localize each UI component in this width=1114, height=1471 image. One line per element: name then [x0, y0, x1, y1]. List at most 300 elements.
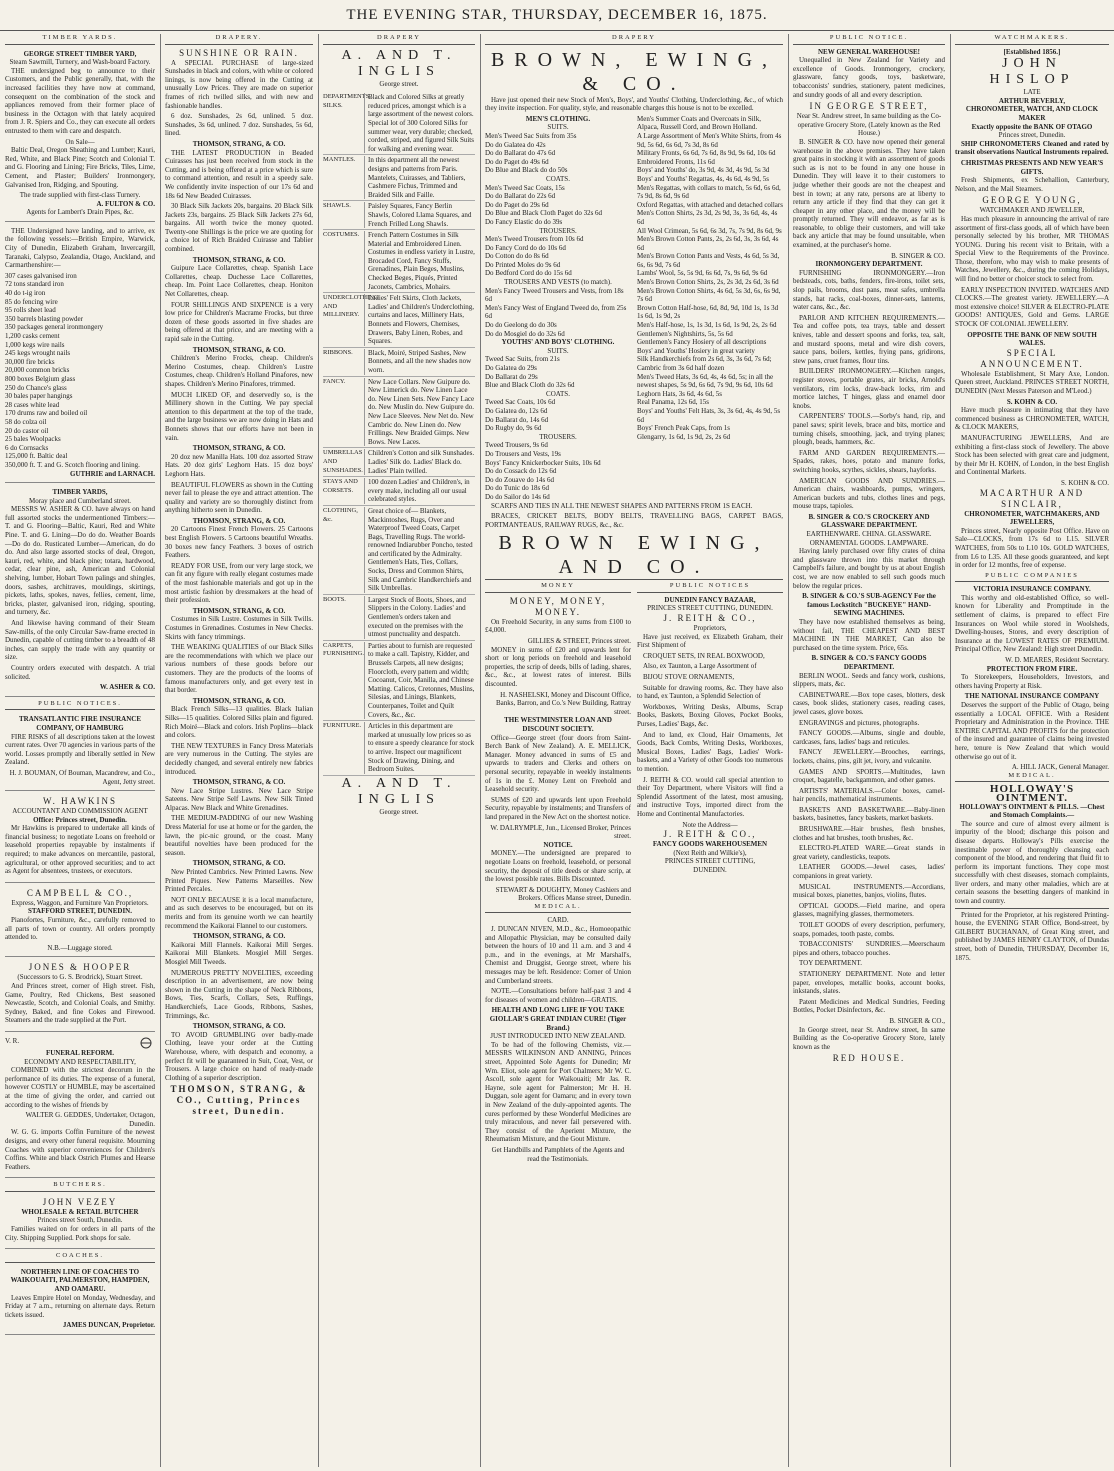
hislop-title: JOHN HISLOP	[989, 56, 1075, 88]
ad-signature: THOMSON, STRANG, & CO.	[192, 1022, 286, 1031]
paragraph: NOT ONLY BECAUSE it is a local manufacture, and as such deserves to be encouraged, but on its merits and from its genuine worth we can heartily recommend the Kaikorai Flannel to our customers.	[165, 895, 313, 930]
list-item: 170 drums raw and boiled oil	[5, 409, 88, 418]
ad-signature: THOMSON, STRANG, & CO.	[192, 778, 286, 787]
fancy-goods-item: Patent Medicines and Medical Sundries, Feeding Bottles, Pocket Disinfectors, &c.	[793, 997, 945, 1015]
list-item: Do Printed Moles do 9s 6d	[485, 260, 561, 269]
list-item: Do do Paget do 29s 6d	[485, 200, 549, 209]
list-item: Men's Tweed Trousers from 10s 6d	[485, 235, 584, 244]
department-text: Black, Moiré, Striped Sashes, New Bonnets, and all the new shades now worn.	[364, 349, 475, 375]
column-rule	[318, 34, 319, 1467]
ad-address: (Next Reith and Wilkie's),	[673, 848, 747, 857]
ad-body: And Princes street, corner of High street. Fish, Game, Poultry, Red Chickens, Best seasoned Newcastle, Scotch, and Colonial Coals, and Smithy. Sydney, Baked, and fine Cokes and Firewood. Steamers and the trade supplied at the Port.	[5, 982, 155, 1025]
fancy-goods-item: LEATHER GOODS.—Jewel cases, ladies' companions in great variety.	[793, 863, 945, 881]
department-text: Parties about to furnish are requested to make a call. Tapistry, Kidder, and Brussels Carpets, all new designs; Floorcloth, every pattern and width; Cocoanut, Coir, Manilla, and Chinese Matting. Calicos, Cretonnes, Muslins, Silesias, and Linings, Blankets, Counterpanes, Toilet and Quilt Covers, &c., &c.	[364, 642, 475, 719]
paragraph: FOUR SHILLINGS AND SIXPENCE is a very low price for Children's Macrame Frocks, but three dozen of these goods assorted in five shades are being offered at that price, and are meeting with a rapid sale in the Cutting.	[165, 300, 313, 343]
ad-subtitle: ACCOUNTANT AND COMMISSION AGENT	[12, 807, 148, 816]
paragraph: THE WEAKING QUALITIES of our Black Silks are the recommendations with which we place our various numbers of these goods before our customers. They are the products of the looms of famous manufacturers only, and get every test in that border.	[165, 643, 313, 695]
ad-title: HEALTH AND LONG LIFE IF YOU TAKE GIOLLAR'S GREAT INDIAN CURE! (Tiger Brand.)	[489, 1006, 627, 1032]
list-item: Do Fancy Elastic do do 39s	[485, 217, 563, 226]
ad-body: Fresh Shipments, ex Schehallion, Canterbury, Nelson, and the Mail Steamers.	[955, 176, 1109, 193]
ad-body: J. DUNCAN NIVEN, M.D., &c., Homoeopathic and Allopathic Physician, may be consulted daily between the hours of 10 and 11 a.m. and 3 and 4 p.m., and in the evenings, at Mr Marshall's, Chemist and Druggist, George street, where his messages may be left. Residence: Corner of Union and Cumberland streets.	[485, 925, 631, 985]
paragraph: New Printed Cambrics. New Printed Lawns. New Printed Piques. New Patterns Marseilles. New Printed Percales.	[165, 868, 313, 894]
section-header: DRAPERY.	[165, 34, 313, 45]
list-item: Boys' and Youths' Felt Hats, 3s, 3s 6d, 4s, 4s 9d, 5s 6d	[637, 406, 781, 424]
ad-signature: THOMSON, STRANG, & CO., Cutting, Princes street, Dunedin.	[170, 1084, 308, 1117]
fancy-goods-item: GAMES AND SPORTS.—Multitudes, lawn croquet, bagatelle, backgammon, and other games.	[793, 767, 945, 785]
department-label: UNDERCLOTHING AND MILLINERY.	[323, 294, 379, 319]
ad-address: OPPOSITE THE BANK OF NEW SOUTH WALES.	[967, 330, 1097, 348]
section-header: PUBLIC COMPANIES	[955, 572, 1109, 583]
list-item: Real Panama, 12s 6d, 15s	[637, 398, 709, 407]
list-item: Do Rugby do, 9s 6d	[485, 424, 542, 433]
column-brown-ewing	[482, 34, 786, 1467]
list-item: Boys' and Youths' Hosiery in great variety	[637, 346, 755, 355]
ad-title: JOHN VEZEY	[42, 1196, 118, 1207]
list-item: Do do Galatea do 42s	[485, 140, 546, 149]
column-rule	[950, 34, 951, 1467]
fancy-goods-item: STATIONERY DEPARTMENT. Note and letter paper, envelopes, metallic books, account books, inkstands, slates.	[793, 969, 945, 996]
department-label: FURNITURE.	[323, 722, 362, 730]
department-text: Children's Cotton and silk Sunshades. Ladies' Silk do. Ladies' Black do. Ladies' Plain twilled.	[364, 449, 475, 475]
ironmongery-item: AMERICAN GOODS AND SUNDRIES.—American chairs, washboards, pumps, wringers, American buckets and tubs, clothes lines and pegs, mouse traps, tapioles.	[793, 476, 945, 511]
list-item: 28 cases white lead	[5, 400, 60, 409]
ad-signature: STEWART & DOUGHTY, Money Cashiers and Brokers. Offices Manse street, Dunedin.	[495, 885, 631, 903]
ad-signature: GILLIES & STREET, Princes street.	[527, 637, 631, 646]
department-row	[323, 595, 475, 641]
ad-northern-coaches	[5, 1266, 155, 1335]
ad-address: STAFFORD STREET, DUNEDIN.	[28, 907, 132, 916]
ad-title: J. REITH & CO.,	[663, 829, 757, 840]
brown-ewing-intro: Have just opened their new Stock of Men's, Boys', and Youths' Clothing, Underclothing, &c., of which they invite inspection. For quality, style, and reasonable charges this house is not to be excelled.	[485, 95, 783, 113]
money-column	[485, 582, 631, 1163]
reith-item: Also, ex Taunton, a Large Assortment of	[643, 662, 757, 671]
fancy-goods-item: OPTICAL GOODS.—Field marine, and opera glasses, magnifying glasses, thermometers.	[793, 901, 945, 919]
ad-subtitle: CHRONOMETER, WATCHMAKERS, AND JEWELLERS,	[964, 509, 1100, 527]
list-item: 30 bales paper hangings	[5, 392, 73, 401]
ad-body: THE undersigned beg to announce to their Customers, and the Public generally, that, with the increased facilities they have now at command, consequent on the combination of the stock and appliances removed from their former place of business in the Octagon with that lately acquired from J. R. Spiers and Co., they can execute all orders entrusted to them with care and despatch.	[5, 66, 155, 135]
fancy-goods-item: ELECTRO-PLATED WARE.—Great stands in great variety, candlesticks, teapots.	[793, 844, 945, 861]
printer-imprint: Printed for the Proprietor, at his registered Printing-house, the EVENING STAR Office, Bond-street, by GILBERT BUCHANAN, of Great King street, and published by JAMES HENRY CLAYTON, of Dundas street, both of Dunedin, THURSDAY, December 16, 1875.	[955, 908, 1109, 963]
department-text: Great choice of— Blankets, Mackintoshes, Rugs, Over and Waterproof Tweed Coats, Carpet Bags, Travelling Rugs. The world-renowned Indiarubber Poncho, tested and certificated by the Admiralty. Gentlemen's Hats, Ties, Collars, Socks, Dress and Common Shirts, Silk and Cambric Handkerchiefs and Silk Umbrellas.	[364, 507, 475, 593]
reith-item: J. REITH & CO. would call special attention to their Toy Department, where Visitors will find a Splendid Assortment of the latest, most amusing, and instructive Toys, imported direct from the Home and Continental Manufactories.	[637, 775, 783, 818]
ad-signature: S. KOHN & CO.	[1006, 397, 1058, 406]
ad-title: THE NATIONAL INSURANCE COMPANY	[964, 692, 1100, 701]
list-item: Do Galatea do, 12s 6d	[485, 406, 548, 415]
ad-funeral-reform	[5, 1035, 155, 1178]
brown-ewing-title: BROWN, EWING, & CO.	[490, 48, 778, 95]
ad-title: SUNSHINE OR RAIN.	[179, 47, 299, 58]
list-item: Men's Tweed Sac Suits from 35s	[485, 131, 577, 140]
department-text: Paisley Squares, Fancy Berlin Shawls, Colored Llama Squares, and French Frilled Long Shawls.	[364, 202, 475, 228]
list-item: Gentlemen's Nightshirts, 5s, 5s 6d	[637, 329, 733, 338]
section-header: WATCHMAKERS.	[955, 34, 1109, 45]
ad-subtitle: WATCHMAKER AND JEWELLER,	[979, 206, 1085, 215]
ad-signature: S. KOHN & CO.	[1060, 478, 1109, 487]
ad-subtitle: Express, Waggon, and Furniture Van Proprietors.	[11, 898, 149, 907]
ad-signature: THOMSON, STRANG, & CO.	[192, 606, 286, 615]
department-label: COSTUMES.	[323, 231, 360, 239]
paragraph: TO AVOID GRUMBLING over badly-made Clothing, leave your order at the Cutting Warehouse, where, with despatch and economy, a perfect fit will be guaranteed in Suit, Coat, Vest, or Trousers. A large choice on hand of ready-made Clothing of a superior description.	[165, 1030, 313, 1082]
list-item: 350 packages general ironmongery	[5, 323, 104, 332]
department-label: STAYS AND CORSETS.	[323, 478, 358, 494]
ad-george-street-timber	[5, 48, 155, 222]
list-item: Do Trousers and Vests, 19s	[485, 449, 561, 458]
fancy-goods-item: FANCY JEWELLERY.—Brooches, earrings, lockets, chains, pins, gilt jet, ivory, and vulcanite.	[793, 748, 945, 765]
list-item: Do do Ballarat do 47s 6d	[485, 149, 556, 158]
ad-signature: THOMSON, STRANG, & CO.	[192, 516, 286, 525]
list-subtitle: SUITS.	[547, 123, 569, 132]
paragraph: READY FOR USE, from our very large stock, we can fit any figure with really elegant costumes made of the most fashionable materials and got up in the most artistic fashion by dressmakers at the head of their profession.	[165, 561, 313, 605]
ad-title: ARTHUR BEVERLY,	[998, 96, 1066, 105]
paragraph: THE MEDIUM-PADDING of our new Washing Dress Material for use at home or for the garden, the lawn, the pic-nic ground, or the coast. Many beautiful novelties have been produced for the season.	[165, 814, 313, 857]
department-row	[323, 448, 475, 477]
fancy-goods-item: BASKETS AND BASKETWARE.—Baby-linen baskets, basinettes, fancy baskets, market baskets.	[793, 805, 945, 823]
ad-title: CARD.	[547, 916, 569, 925]
ad-address: PRINCES STREET CUTTING, DUNEDIN.	[647, 604, 773, 613]
ad-title: MACARTHUR AND SINCLAIR,	[979, 487, 1085, 509]
list-item: Glengarry, 1s 6d, 1s 9d, 2s, 2s 6d	[637, 432, 731, 441]
fancy-goods-item: TOILET GOODS of every description, perfumery, soaps, pomades, tooth paste, combs.	[793, 921, 945, 938]
vr-text: V. R.	[5, 1036, 20, 1045]
list-item: 6 do Cornsacks	[5, 443, 49, 452]
department-label: MANTLES.	[323, 156, 356, 164]
fancy-goods-item: TOY DEPARTMENT.	[799, 959, 862, 968]
reith-item: BIJOU STOVE ORNAMENTS,	[643, 673, 735, 682]
list-subtitle: SUITS.	[547, 346, 569, 355]
ad-title: JONES & HOOPER	[28, 962, 132, 973]
paragraph: BEAUTIFUL FLOWERS as shown in the Cutting never fail to please the eye and attract attention. The quality and variety are so thoroughly distinct from anything hitherto seen in Dunedin.	[165, 480, 313, 515]
ad-title: VICTORIA INSURANCE COMPANY.	[973, 585, 1091, 594]
ad-body: B. SINGER & CO. have now opened their general warehouse in the above premises. They have taken great pains in stocking it with an assortment of goods such as is not to be found in any one house in Dunedin. They will leave it to their customers to judge whether their goods are not the cheapest and best in town; at any rate, persons are at liberty to return any article if they find that they can get it cheaper in any other place, and the money will be promptly returned. They will endeavor, as far as is reasonable, to oblige their customers, and will take back any article that may be found unsuitable, when examined, at the purchaser's home.	[793, 137, 945, 250]
ad-body: Leaves Empire Hotel on Monday, Wednesday, and Friday at 7 a.m., returning on alternate days. Return tickets issued.	[5, 1293, 155, 1319]
section-header: MONEY	[485, 582, 631, 593]
ad-subtitle: Proprietors,	[693, 624, 727, 633]
ad-body: Princes street, Nearly opposite Post Office. Have on Sale—CLOCKS, from 17s 6d to L15. SILVER WATCHES, from 50s to L10 10s. GOLD WATCHES, from L6 to L35. All these goods guaranteed, and kept in order for 12 months, free of expense.	[955, 526, 1109, 570]
ad-subtitle: ECONOMY AND RESPECTABILITY,	[24, 1057, 136, 1066]
ad-signature: W. D. MEARES, Resident Secretary.	[1005, 656, 1109, 665]
brown-ewing-title: BROWN EWING, AND CO.	[498, 532, 770, 579]
ad-address: Near St. Andrew street, In same building as the Co-operative Grocery Store, (Lately known as the Red House.)	[796, 112, 942, 138]
ad-body: Deserves the support of the Public of Otago, being essentially a LOCAL OFFICE. With a Resident Proprietary and Administration in the Province. THE ENTIRE CAPITAL AND PROFITS for the protection of the insured and guarantee of claims being invested here, tenure is New Zealand that which would otherwise go out of it.	[955, 701, 1109, 761]
department-label: FANCY.	[323, 377, 346, 385]
section-header: COACHES.	[5, 1252, 155, 1263]
paragraph: Children's Merino Frocks, cheap. Children's Merino Costumes, cheap. Children's Lustre Costumes, cheap. Children's Holland Pinafores, new shapes. Children's Merino Pinafores, trimmed.	[165, 354, 313, 388]
list-item: Do Fancy Cord do do 10s 6d	[485, 243, 566, 252]
list-item: Gentlemen's Fancy Hosiery of all descriptions	[637, 338, 767, 347]
list-item: Do do Mosgiel do do 32s 6d	[485, 329, 565, 338]
ad-body: FIRE RISKS of all descriptions taken at the lowest current rates. Over 70 agencies in various parts of the world. Losses promptly and liberally settled in New Zealand.	[5, 732, 155, 767]
ad-body: They have now established themselves as being, without fail, THE CHEAPEST AND BEST MACHINE IN THE MARKET, Can also be purchased on the time system. Price, 65s.	[793, 618, 945, 652]
inglis-title: A. AND T. INGLIS	[341, 775, 457, 807]
list-item: Leghorn Hats, 3s 6d, 4s 6d, 5s	[637, 389, 722, 398]
list-item: Silk Handkerchiefs from 2s 6d, 3s, 3s 6d, 7s 6d; Cambric from 3s 6d half dozen	[637, 355, 772, 372]
column-drapery-thomson	[162, 34, 316, 1467]
department-text: French Pattern Costumes in Silk Material and Embroidered Linen. Costumes in endless variety in Lustre, Brocaded Cord, Fancy Stuffs, Grenadines, Plain Beges, Muslins, Checked Beges, Piqués, Printed Jaconets, Cambrics, Mohairs.	[364, 231, 475, 291]
ad-signature: THOMSON, STRANG, & CO.	[192, 859, 286, 868]
ad-list: EARTHENWARE. CHINA. GLASSWARE. ORNAMENTAL GOODS. LAMPWARE.	[806, 530, 932, 547]
list-item: Men's Cotton Shirts, 2s 3d, 2s 9d, 3s, 3s 6d, 4s, 4s 6d	[637, 209, 778, 226]
reith-item: Workboxes, Writing Desks, Albums, Scrap Books, Baskets, Boxing Gloves, Pocket Books, Purses, Ladies' Bags, &c.	[637, 702, 783, 728]
paragraph: Black French Silks—13 qualities. Black Italian Silks—15 qualities. Colored Silks plain and figured. Rich Moiré—Black and colors. Irish Poplins—black and colors.	[165, 705, 313, 740]
paragraph: 30 Black Silk Jackets 20s, bargains. 20 Black Silk Jackets 23s, bargains. 25 Black Silk Jackets 27s 6d, bargains. All worth twice the money quoted. Twenty-one Shillings is the price we are quoting for a choice lot of Rich Braided Cuirasse and Tablier combined.	[165, 202, 313, 254]
ad-title: PROTECTION FROM FIRE.	[986, 664, 1078, 673]
ad-note: Get Handbills and Pamphlets of the Agents and read the Testimonials.	[491, 1145, 625, 1163]
department-row	[323, 201, 475, 230]
ad-signature: GUTHRIE and LARNACH.	[70, 469, 155, 478]
ad-body: Office—George street (four doors from Saint-Berch Bank of New Zealand). A. E. MELLICK, Manager. Money advanced in sums of £5 and upwards to traders and Clerks and others on personal security, repayable in weekly instalments of 1s in the £. Money Lent on Freehold and Leasehold security.	[485, 733, 631, 794]
list-item: Men's Fancy West of England Tweed do, from 25s 6d	[485, 303, 627, 321]
ad-signature: THOMSON, STRANG, & CO.	[192, 444, 286, 453]
scarfs-line: SCARFS AND TIES IN ALL THE NEWEST SHAPES AND PATTERNS FROM 1S EACH.	[491, 501, 753, 510]
list-item: 250 do Chance's glass	[5, 383, 67, 392]
list-item: Blue and Black Cloth do 32s 6d	[485, 381, 575, 390]
list-item: Do do Paget do 49s 6d	[485, 157, 549, 166]
department-text: In this department all the newest designs and patterns from Paris. Mantelets, Cuirasses, and Tabliers, Cashmere Fichus, Trimmed and Braided Silk and Faille.	[364, 156, 475, 199]
list-item: Men's Brown Cotton Pants, 2s, 2s 6d, 3s, 3s 6d, 4s 6d	[637, 235, 779, 252]
list-item: All Wool Crimean, 5s 6d, 6s 3d, 7s, 7s 9d, 8s 6d, 9s	[637, 226, 782, 235]
department-label: UMBRELLAS AND SUNSHADES.	[323, 449, 363, 474]
ad-body: The source and cure of almost every ailment is impurity of the blood; discharge this poison and disease departs. Holloway's Pills exercise the inestimable power of thoroughly cleansing each component of the blood, and rendering that fluid fit to perform its important functions. They cope most successfully with chest diseases, stomach complaints, liver orders, and many other maladies, which are at certain seasons the besetting dangers of mankind in town and country.	[955, 819, 1109, 906]
ad-title: B. SINGER & CO.'S FANCY GOODS DEPARTMENT.	[811, 654, 927, 671]
paragraph: 20 doz new Manilla Hats. 100 doz assorted Straw Hats. 20 doz girls' Leghorn Hats. 15 doz boys' Leghorn Hats.	[165, 452, 313, 478]
paragraph: New Lace Stripe Lustres. New Lace Stripe Sateens. New Stripe Self Lawns. New Silk Tinted Alpacas. New Black and White Grenadines.	[165, 786, 313, 812]
list-item: 307 cases galvanised iron	[5, 271, 77, 280]
list-subtitle: COATS.	[546, 389, 570, 398]
list-item: 350,000 ft. T. and G. Scotch flooring and lining.	[5, 460, 140, 469]
department-row	[323, 293, 475, 348]
list-item: Men's Tweed Hats, 3s 6d, 4s, 4s 6d, 5s; in all the newest shapes, 5s 9d, 6s 6d, 7s 9d, 9s 6d, 10s 6d	[637, 372, 774, 390]
department-row	[323, 506, 475, 595]
list-item: 85 do fencing wire	[5, 297, 58, 306]
section-header: PUBLIC NOTICES	[637, 582, 783, 593]
paragraph: THE LATEST PRODUCTION in Beaded Cuirasses has just been received from stock in the Cutting, and is being offered at a price which is sure to command attention, and result in a speedy sale. We confidently invite inspection of our 17s 6d and 18s 6d New Beaded Cuirasses.	[165, 148, 313, 200]
ad-subtitle: (Successors to G. S. Brodrick), Stuart Street.	[17, 973, 143, 982]
list-item: 245 kegs wrought nails	[5, 349, 71, 358]
ad-subtitle: Steam Sawmill, Turnery, and Wash-board Factory.	[9, 58, 151, 67]
list-item: 1,000 kegs wire nails	[5, 340, 65, 349]
list-item: Boys' French Peak Caps, from 1s	[637, 424, 731, 433]
column-rule	[160, 34, 161, 1467]
list-item: Do do Cossack do 12s 6d	[485, 467, 557, 476]
list-item: 30,000 fire bricks	[5, 357, 55, 366]
ad-title: NOTICE.	[543, 840, 573, 849]
royal-arms-row	[5, 1037, 155, 1049]
list-item: 350 barrels blasting powder	[5, 314, 83, 323]
ad-signature: THOMSON, STRANG, & CO.	[192, 345, 286, 354]
list-item: Do do Zouave do 14s 6d	[485, 475, 555, 484]
fancy-goods-item: ARTISTS' MATERIALS.—Color boxes, camel-hair pencils, mathematical instruments.	[793, 786, 945, 804]
ad-subtitle: LATE	[1023, 88, 1041, 97]
list-item: Do do Sailor do 14s 6d	[485, 492, 550, 501]
ad-title: IRONMONGERY DEPARTMENT.	[815, 260, 923, 269]
ad-body: MONEY in sums of £20 and upwards lent for short or long periods on freehold and leasehold properties, the scrip of deeds, bills of lading, shares, &c., &c., at lowest rates of interest. Bills discounted.	[485, 645, 631, 689]
department-text: Ladies' Felt Skirts, Cloth Jackets, Ladies' and Children's Underclothing, curtains and laces, Millinery Hats, Bonnets and Flowers, Chemises, Drawers, Baby Linen, Robes, and Squares.	[364, 294, 475, 346]
ad-address: Office: Princes street, Dunedin.	[33, 815, 127, 824]
list-item: 20 do castor oil	[5, 426, 49, 435]
ad-body: Mr Hawkins is prepared to undertake all kinds of financial business; to negotiate Loans on freehold or leasehold properties repayable by instalments if required; to make advances on mercantile, pastoral, agricultural, or other approved securities; and to act as Agent for absentees, trustees, or executors.	[5, 824, 155, 876]
fancy-goods-item: TOBACCONISTS' SUNDRIES.—Meerschaum pipes and others, tobacco pouches.	[793, 940, 945, 957]
thomson-paragraphs	[165, 59, 313, 1083]
ad-body: MANUFACTURING JEWELLERS, And are exhibiting a first-class stock of Jewellery. The above Stock has been selected with great care and judgment, by their Mr H. KOHN, of London, in the best English and Continental Markets.	[955, 433, 1109, 477]
column-public-notice-singer	[790, 34, 948, 1467]
list-item: Men's Brown Cotton Pants and Vests, 4s 6d, 5s 3d, 6s, 6s 9d, 7s 6d	[637, 252, 780, 269]
department-label: BOOTS.	[323, 595, 346, 603]
ad-body: Have much pleasure in intimating that they have commenced business as CHRONOMETER, WATCH, & CLOCK MAKERS,	[955, 406, 1109, 432]
ad-signature: H. NASHELSKI, Money and Discount Office, Banks, Barron, and Co.'s New Building, Rattray street.	[495, 690, 631, 716]
ironmongery-item: FARM AND GARDEN REQUIREMENTS.—Spades, rakes, hoes, potato and manure forks, switching hooks, scythes, sickles, shears, hayforks.	[793, 448, 945, 474]
list-item: 72 tons standard iron	[5, 280, 64, 289]
list-item: Men's Summer Coats and Overcoats in Silk, Alpaca, Russell Cord, and Brown Holland.	[637, 114, 761, 132]
ad-signature: THOMSON, STRANG, & CO.	[192, 139, 286, 148]
ad-signature: THOMSON, STRANG, & CO.	[192, 255, 286, 264]
ironmongery-sections	[793, 269, 945, 511]
fancy-bazaar-column	[637, 582, 783, 1163]
ad-body: SUMS of £20 and upwards lent upon Freehold Security, repayable by instalments; and Transfers of land prepared in the New Act on the shortest notice.	[485, 795, 631, 821]
section-header: TIMBER YARDS.	[5, 34, 155, 45]
list-item: Boys' and Youths' Regattas, 4s, 4s 6d, 4s 9d, 5s	[637, 174, 770, 183]
department-row	[323, 348, 475, 377]
column-rule	[788, 34, 789, 1467]
column-drapery-inglis	[320, 34, 478, 1467]
ad-body: MESSRS W. ASHER & CO. have always on hand full assorted stocks the undermentioned Timbers:— T. and G. Flooring—Baltic, Kauri, Red and White Pine. T. and G. Lining—Do do do. Weather Boards—Do do do. Rusticated Lumber—American, do do do. And also large assorted stocks of deal, Oregon, kauri, red, white, and black pine; totara, hardwood, cedar, clear pine, ash, American and Colonial shelving, lumber, Hobart Town palings and shingles, doors, sashes, architraves, mouldings, skirtings, pickets, laths, spokes, naves, fellies, cement, lime, bricks, plaster, galvanised iron, ridging, spouting, and turnery, &c.	[5, 505, 155, 617]
ad-address: Princes street South, Dunedin.	[37, 1216, 123, 1225]
department-row	[323, 155, 475, 201]
ad-title: MONEY, MONEY, MONEY.	[509, 595, 607, 617]
column-watchmakers	[952, 34, 1112, 1467]
ad-signature: JAMES DUNCAN, Proprietor.	[62, 1321, 155, 1330]
list-item: Boys' Fancy Knickerbocker Suits, 10s 6d	[485, 458, 601, 467]
paragraph: 20 Cartoons Finest French Flowers. 25 Cartoons best English Flowers. 5 Cartoons beautiful Wreaths. 30 boxes new fancy Feathers. 3 boxes of ostrich Feathers.	[165, 525, 313, 560]
list-item: Do do Ballarat do 22s 6d	[485, 192, 556, 201]
inglis-street: George street.	[379, 807, 419, 816]
reith-item: And to land, ex Cloud, Hair Ornaments, Jet Goods, Back Combs, Writing Desks, Workboxes, Musical Boxes, Ladies' Bags, Ladies' Work-baskets, and a Variety of other Goods too numerous to mention.	[637, 730, 783, 773]
masthead: THE EVENING STAR, THURSDAY, DECEMBER 16, 1875.	[0, 0, 1114, 31]
ironmongery-item: FURNISHING IRONMONGERY.—Iron bedsteads, cots, baths, fenders, fire-irons, toilet sets, slop pails, brooms, dust pans, meat safes, umbrella stands, hat racks, coal-boxes, dinner-sets, lanterns, water cans, &c., &c.	[793, 268, 945, 312]
list-item: Tweed Sac Coats, 10s 6d	[485, 398, 556, 407]
ad-note: Note the Address—	[682, 820, 738, 829]
section-header: MEDICAL.	[955, 772, 1109, 783]
paragraph: THE NEW TEXTURES in Fancy Dress Materials are very numerous in the Cutting. The styles are decidedly changed, and several entirely new fabrics introduced.	[165, 741, 313, 776]
ad-body: COMBINED with the strictest decorum in the performance of its duties. The expense of a funeral, however COSTLY or HUMBLE, may be ascertained at the time of giving the order, and carried out according to the wishes of friends by	[5, 1066, 155, 1109]
ad-list: Baltic Deal, Oregon Sheathing and Lumber; Kauri, Red, White, and Black Pine; Scotch and Colonial T. and G. Flooring and Lining; Fire Bricks, Tiles, Lime, Cement, and Plaster; Builders' Ironmongery, Galvanised Iron, Ridging, and Spouting.	[5, 146, 155, 189]
list-item: Embroidered Fronts, 11s 6d	[637, 157, 715, 166]
ad-body: Has much pleasure in announcing the arrival of rare assortment of first-class goods, all of which have been personally selected by his brother, MR THOMAS YOUNG. During his recent visit to Britain, with a Special View to the Requirements of the Province. Those, therefore, who may wish to make presents of Watches, Jewellery, &c., during the coming Holidays, will find no better or choicer stock to select from.	[955, 214, 1109, 284]
department-row	[323, 230, 475, 293]
cargo-list	[5, 272, 155, 470]
ad-subtitle: WHOLESALE & RETAIL BUTCHER	[21, 1207, 139, 1216]
reith-list	[637, 633, 783, 819]
ad-body: Wholesale Establishment, St Mary Axe, London. Queen street, Auckland. PRINCES STREET NORTH, DUNEDIN (Next Messrs Paterson and M'Leod.)	[955, 369, 1109, 395]
ad-address: DUNEDIN.	[693, 865, 727, 874]
list-item: Tweed Sac Suits, from 21s	[485, 355, 560, 364]
department-label: CLOTHING, &c.	[323, 506, 358, 523]
section-header: PUBLIC NOTICE.	[793, 34, 945, 45]
ad-signature: W. DALRYMPLE, Jun., Licensed Broker, Princes street.	[490, 823, 631, 841]
ad-body: And likewise having command of their Steam Saw-mills, of the only Circular Saw-frame erected in Dunedin, capable of cutting timber to a breadth of 48 inches, can supply the trade with any quantity or size.	[5, 619, 155, 662]
ad-signature: THOMSON, STRANG, & CO.	[192, 932, 286, 941]
ad-signature: B. SINGER & CO.,	[889, 1016, 945, 1025]
ad-signature: WALTER G. GEDDES, Undertaker, Octagon, Dunedin.	[25, 1111, 155, 1128]
ad-title: J. REITH & CO.,	[663, 613, 757, 624]
clothing-right	[637, 115, 783, 502]
paragraph: Kaikorai Mill Flannels. Kaikorai Mill Serges. Kaikorai Mill Blankets. Mosgiel Mill Serges. Mosgiel Mill Tweeds.	[165, 940, 313, 966]
list-item: 800 boxes Belgium glass	[5, 374, 76, 383]
ad-subtitle: FANCY GOODS WAREHOUSEMEN	[652, 840, 768, 849]
list-item: Lambs' Wool, 5s, 5s 9d, 6s 6d, 7s, 9s 6d, 9s 6d	[637, 269, 768, 278]
list-item: 20,000 common bricks	[5, 366, 70, 375]
list-title: MEN'S CLOTHING.	[525, 114, 591, 123]
reith-item: CROQUET SETS, IN REAL BOXWOOD,	[643, 651, 765, 660]
ad-subtitle: JUST INTRODUCED INTO NEW ZEALAND.	[490, 1032, 626, 1041]
ad-signature: THOMSON, STRANG, & CO.	[192, 696, 286, 705]
department-label: SHAWLS.	[323, 202, 351, 210]
list-title: YOUTHS' AND BOYS' CLOTHING.	[501, 338, 615, 347]
ad-signature: A. HILL JACK, General Manager.	[1011, 763, 1109, 772]
inglis-title: A. AND T. INGLIS	[341, 47, 457, 79]
ad-body: NOTE.—Consultations before half-past 3 and 4 for diseases of women and children—GRATIS.	[485, 987, 631, 1004]
list-item: 25 bales Woolpacks	[5, 435, 61, 444]
section-header: BUTCHERS.	[5, 1181, 155, 1192]
list-item: Men's Regattas, with collars to match, 5s 6d, 6s 6d, 7s 9d, 8s 6d, 9s 6d	[637, 183, 781, 201]
list-item: Do Ballarat do 29s	[485, 372, 538, 381]
braces-line: BRACES, CRICKET BELTS, BODY BELTS, TRAVELLING BAGS, CARPET BAGS, PORTMANTEAUS, RAILWAY RUGS, &c., &c.	[485, 512, 783, 529]
ad-title: W. HAWKINS	[43, 796, 117, 807]
list-item: 58 do colza oil	[5, 417, 47, 426]
ad-body: This worthy and old-established Office, so well-known for Liberality and Promptitude in the settlement of claims, is prepared to effect Fire Insurances on Wool while stored in Woolsheds, Dwelling-houses, Stores, and every description of Insurance at the LOWEST RATES OF PREMIUM. Principal Office, New Zealand: High street Dunedin.	[955, 593, 1109, 654]
ad-onsale: On Sale—	[65, 137, 95, 146]
paragraph: MUCH LIKED OF, and deservedly so, is the Millinery shown in the Cutting. We pay special attention to this department at the top of the trade, and the large business we are now doing in Hats and Bonnets shows that our efforts have not been in vain.	[165, 390, 313, 442]
ad-body: Pianofortes, Furniture, &c., carefully removed to all parts of town or country. All orders promptly attended to.	[5, 916, 155, 942]
department-text: 100 dozen Ladies' and Children's, in every make, including all our usual celebrated styles.	[364, 478, 475, 504]
list-item: Tweed Trousers, 9s 6d	[485, 441, 548, 450]
ad-guthrie-larnach	[5, 225, 155, 483]
ad-title: CAMPBELL & CO.,	[26, 887, 134, 898]
list-item: 1,200 casks cement	[5, 332, 60, 340]
ad-note: Agents for Lambert's Drain Pipes, &c.	[26, 208, 134, 217]
list-item: Do Galatea do 29s	[485, 364, 537, 372]
ad-address: Princes street, Dunedin.	[998, 131, 1066, 140]
list-subtitle: TROUSERS.	[539, 226, 577, 235]
department-row	[323, 477, 475, 506]
ad-body: To be had of the following Chemists, viz.—MESSRS WILKINSON AND ANNING, Princes street, Appointed Sole Agents for Dunedin; Mr Wm. Eliot, sole agent for Port Chalmers; Mr W. C. Ascoll, sole agent for Waikouaiti; Mr Jas. R. Hayne, sole agent for Palmerston; Mr H. H. Duggan, sole agent for Oamaru; and in every town in New Zealand of the duly-appointed agents. The cures performed by these Wonderful Medicines are truly miraculous, and never fail persevered with. They consist of the Aperient Mixture, the Rheumatism Mixture, and the Gout Mixture.	[485, 1040, 631, 1144]
list-item: Boys' and Youths' do, 3s 9d, 4s 3d, 4s 9d, 5s 3d	[637, 166, 770, 175]
section-header: DRAPERY	[323, 34, 475, 45]
ad-title: B. SINGER & CO.'S CROCKERY AND GLASSWARE DEPARTMENT.	[808, 512, 930, 530]
list-item: Do Ballarat do, 14s 6d	[485, 415, 549, 424]
ad-jones-hooper	[5, 960, 155, 1032]
list-item: Military Fronts, 6s 6d, 7s 6d, 8s 9d, 9s 6d, 10s 6d	[637, 149, 776, 158]
department-row	[323, 721, 475, 776]
list-item: Do Blue and Black do do 50s	[485, 166, 568, 175]
column-rule	[480, 34, 481, 1467]
holloway-title: HOLLOWAY'S OINTMENT.	[989, 783, 1075, 804]
ad-subtitle: HOLLOWAY'S OINTMENT & PILLS. —Chest and Stomach Complaints.—	[959, 802, 1105, 820]
list-item: Oxford Regattas, with attached and detached collars	[637, 200, 783, 209]
ad-title: B. SINGER & CO.'S SUB-AGENCY For the famous Lockstitch "BUCKEYE" HAND-SEWING MACHINES.	[802, 592, 936, 618]
lower-split	[485, 579, 783, 1163]
list-item: Brown Cotton Half-hose, 6d, 8d, 9d, 10d 1s, 1s 3d 1s 6d, 1s 9d, 2s	[637, 303, 779, 321]
list-item: 95 rolls sheet lead	[5, 306, 56, 315]
list-item: Men's Brown Cotton Shirts, 2s, 2s 3d, 2s 6d, 3s 6d	[637, 278, 779, 287]
list-item: Do Cotton do do 8s 6d	[485, 252, 549, 261]
ad-title: FUNERAL REFORM.	[45, 1048, 115, 1057]
department-text: Articles in this department are marked at unusually low prices so as to ensure a speedy clearance for stock to arrive. Inspect our magnificent Stock of Drawing, Dining, and Bedroom Suites.	[364, 722, 475, 774]
list-subtitle: TROUSERS.	[539, 432, 577, 441]
list-subtitle: COATS.	[546, 174, 570, 183]
reith-item: Have just received, ex Elizabeth Graham, their First Shipment of	[637, 632, 783, 650]
ad-signature: B. SINGER & CO.	[891, 251, 945, 260]
department-row	[323, 377, 475, 449]
